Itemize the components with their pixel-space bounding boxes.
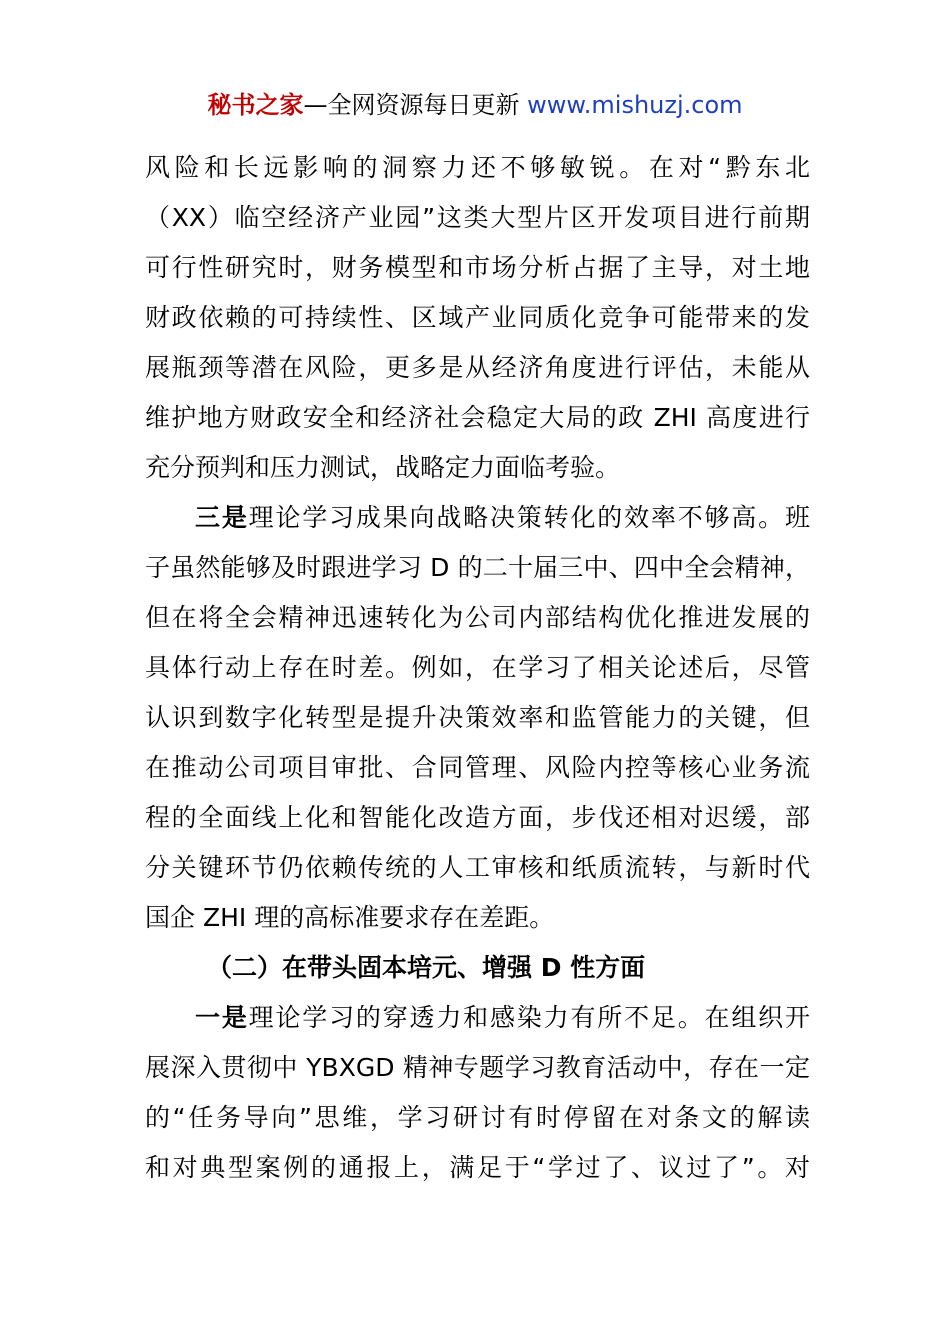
paragraph-lead: 一是 bbox=[195, 1003, 249, 1032]
paragraph-start-line bbox=[145, 993, 810, 1043]
text-line: 展深入贯彻中 YBXGD 精神专题学习教育活动中，存在一定 bbox=[145, 1053, 810, 1082]
text-line: 认识到数字化转型是提升决策效率和监管能力的关键，但 bbox=[145, 703, 810, 732]
text-line: 在推动公司项目审批、合同管理、风险内控等核心业务流 bbox=[145, 753, 810, 782]
text-line: 维护地方财政安全和经济社会稳定大局的政 ZHI 高度进行 bbox=[145, 403, 810, 432]
text-line: 但在将全会精神迅速转化为公司内部结构优化推进发展的 bbox=[145, 603, 810, 632]
document-body bbox=[145, 143, 810, 1193]
text-line: 子虽然能够及时跟进学习 D 的二十届三中、四中全会精神， bbox=[145, 553, 810, 582]
text-line: 财政依赖的可持续性、区域产业同质化竞争可能带来的发 bbox=[145, 303, 810, 332]
text-line: （XX）临空经济产业园”这类大型片区开发项目进行前期 bbox=[145, 203, 810, 232]
text-line: 展瓶颈等潜在风险，更多是从经济角度进行评估，未能从 bbox=[145, 353, 810, 382]
paragraph-start-line bbox=[145, 493, 810, 543]
paragraph-lead: 三是 bbox=[195, 503, 249, 532]
text-line: 具体行动上存在时差。例如，在学习了相关论述后，尽管 bbox=[145, 653, 810, 682]
text-line: 风险和长远影响的洞察力还不够敏锐。在对“黔东北 bbox=[145, 153, 810, 182]
text-line: 分关键环节仍依赖传统的人工审核和纸质流转，与新时代 bbox=[145, 853, 810, 882]
header-tagline: —全网资源每日更新 bbox=[303, 91, 528, 119]
text-line: 和对典型案例的通报上，满足于“学过了、议过了”。对 bbox=[145, 1153, 810, 1182]
paragraph-lead-rest: 理论学习的穿透力和感染力有所不足。在组织开 bbox=[248, 1003, 810, 1032]
paragraph-lead-rest: 理论学习成果向战略决策转化的效率不够高。班 bbox=[248, 503, 810, 532]
text-line: 国企 ZHI 理的高标准要求存在差距。 bbox=[145, 903, 555, 932]
text-line: 的“任务导向”思维，学习研讨有时停留在对条文的解读 bbox=[145, 1103, 810, 1132]
text-line: 程的全面线上化和智能化改造方面，步伐还相对迟缓，部 bbox=[145, 803, 810, 832]
site-header bbox=[0, 88, 950, 122]
text-line: 可行性研究时，财务模型和市场分析占据了主导，对土地 bbox=[145, 253, 810, 282]
site-url-link[interactable]: www.mishuzj.com bbox=[527, 91, 743, 119]
text-line: 充分预判和压力测试，战略定力面临考验。 bbox=[145, 453, 621, 482]
section-heading: （二）在带头固本培元、增强 D 性方面 bbox=[207, 953, 646, 982]
brand-name: 秘书之家 bbox=[207, 91, 304, 119]
